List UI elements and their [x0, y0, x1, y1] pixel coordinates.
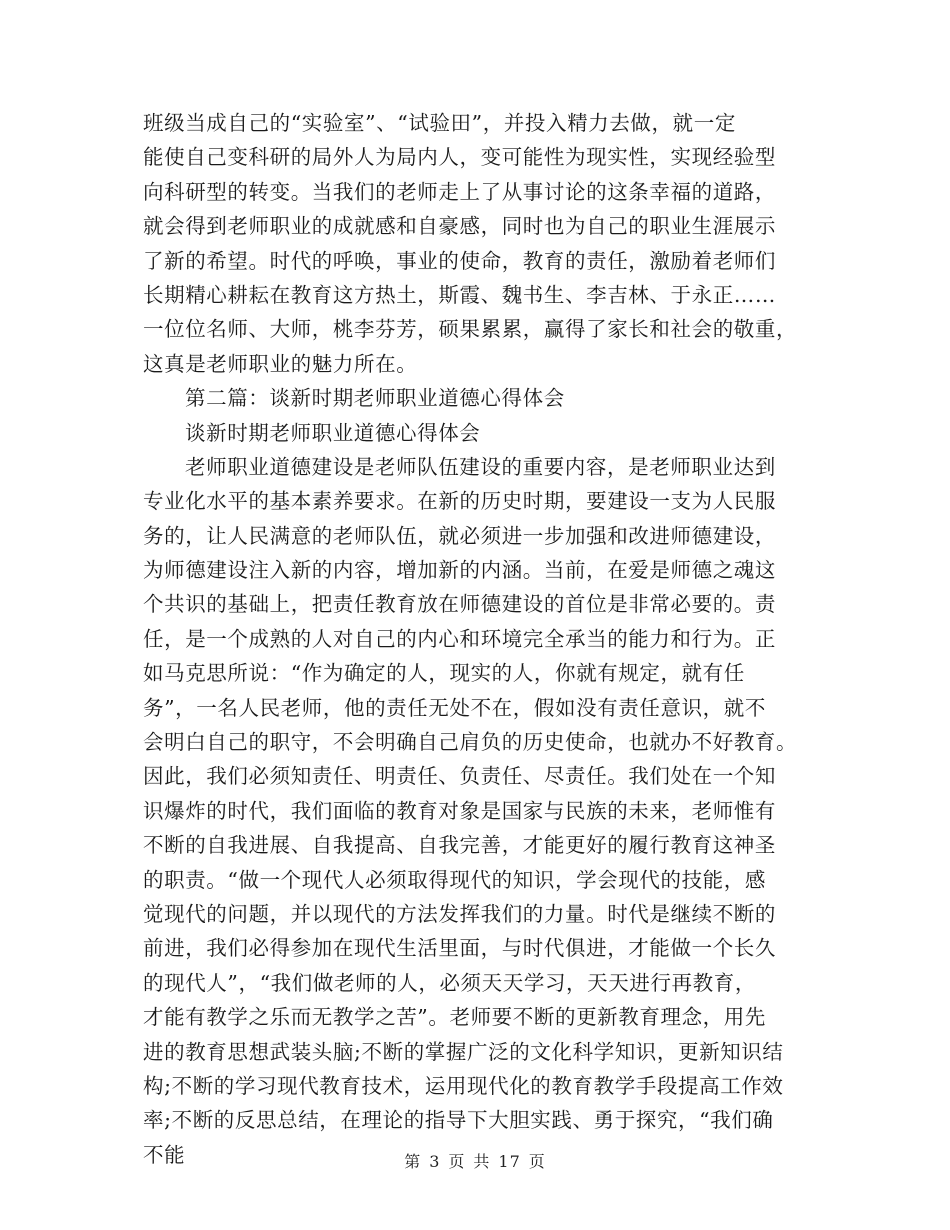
text-line: 了新的希望。时代的呼唤，事业的使命，教育的责任，激励着老师们: [143, 248, 776, 273]
text-line: 如马克思所说：“作为确定的人，现实的人，你就有规定，就有任: [143, 661, 745, 686]
article-title: 谈新时期老师职业道德心得体会: [185, 420, 481, 445]
text-line: 会明白自己的职守，不会明确自己肩负的历史使命，也就办不好教育。: [143, 730, 798, 755]
text-line: 不断的自我进展、自我提高、自我完善，才能更好的履行教育这神圣: [143, 833, 776, 858]
text-line: 能使自己变科研的局外人为局内人，变可能性为现实性，实现经验型: [143, 145, 776, 170]
current-page-number: 3: [429, 1152, 441, 1171]
text-line: 前进，我们必得参加在现代生活里面，与时代俱进，才能做一个长久: [143, 936, 776, 961]
text-line: 向科研型的转变。当我们的老师走上了从事讨论的这条幸福的道路，: [143, 179, 776, 204]
text-line: 因此，我们必须知责任、明责任、负责任、尽责任。我们处在一个知: [143, 764, 776, 789]
text-line: 任，是一个成熟的人对自己的内心和环境完全承当的能力和行为。正: [143, 626, 776, 651]
text-line: 专业化水平的基本素养要求。在新的历史时期，要建设一支为人民服: [143, 489, 776, 514]
total-page-count: 17: [498, 1152, 521, 1171]
text-line: 为师德建设注入新的内容，增加新的内涵。当前，在爱是师德之魂这: [143, 558, 776, 583]
footer-prefix: 第: [404, 1152, 422, 1171]
text-line: 这真是老师职业的魅力所在。: [143, 351, 418, 376]
text-line: 不能: [143, 1142, 186, 1167]
footer-suffix: 页: [528, 1152, 546, 1171]
text-line: 个共识的基础上，把责任教育放在师德建设的首位是非常必要的。责: [143, 592, 776, 617]
body-text: [143, 106, 815, 1172]
footer-total-word: 共: [473, 1152, 491, 1171]
text-line: 长期精心耕耘在教育这方热土，斯霞、魏书生、李吉林、于永正……: [143, 282, 776, 307]
text-line: 觉现代的问题，并以现代的方法发挥我们的力量。时代是继续不断的: [143, 901, 776, 926]
text-line: 进的教育思想武装头脑;不断的掌握广泛的文化科学知识，更新知识结: [143, 1039, 784, 1064]
text-line: 老师职业道德建设是老师队伍建设的重要内容，是老师职业达到: [185, 454, 776, 479]
text-line: 一位位名师、大师，桃李芬芳，硕果累累，赢得了家长和社会的敬重，: [143, 317, 798, 342]
text-line: 才能有教学之乐而无教学之苦”。老师要不断的更新教育理念，用先: [143, 1005, 766, 1030]
section-heading: 第二篇：谈新时期老师职业道德心得体会: [185, 386, 565, 411]
text-line: 识爆炸的时代，我们面临的教育对象是国家与民族的未来，老师惟有: [143, 798, 776, 823]
text-line: 务”，一名人民老师，他的责任无处不在，假如没有责任意识，就不: [143, 695, 766, 720]
text-line: 的职责。“做一个现代人必须取得现代的知识，学会现代的技能，感: [143, 867, 766, 892]
page-footer: [0, 1151, 950, 1173]
text-line: 构;不断的学习现代教育技术，运用现代化的教育教学手段提高工作效: [143, 1073, 784, 1098]
text-line: 务的，让人民满意的老师队伍，就必须进一步加强和改进师德建设，: [143, 523, 776, 548]
text-line: 班级当成自己的“实验室”、“试验田”，并投入精力去做，就一定: [143, 111, 736, 135]
text-line: 的现代人”，“我们做老师的人，必须天天学习，天天进行再教育，: [143, 970, 756, 995]
footer-page-word: 页: [448, 1152, 466, 1171]
text-line: 就会得到老师职业的成就感和自豪感，同时也为自己的职业生涯展示: [143, 214, 776, 239]
text-line: 率;不断的反思总结，在理论的指导下大胆实践、勇于探究，“我们确: [143, 1108, 774, 1133]
